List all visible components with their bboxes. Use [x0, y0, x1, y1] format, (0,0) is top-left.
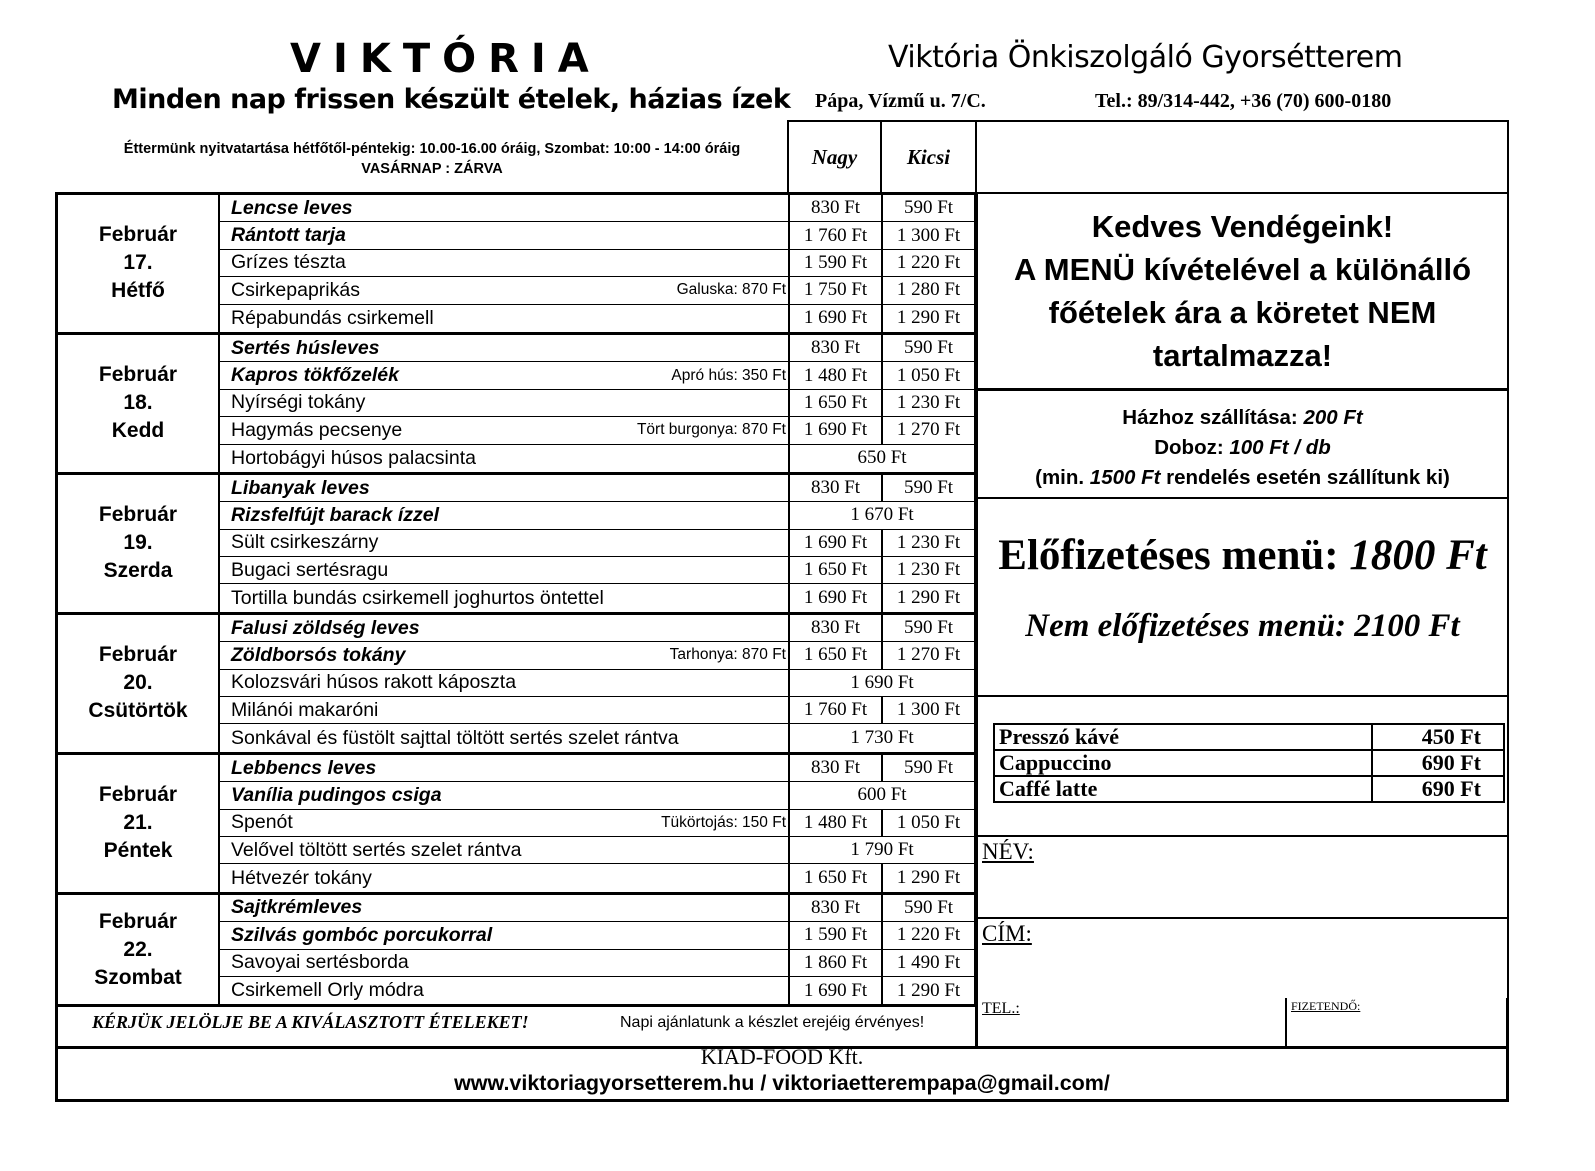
day-label: [58, 475, 220, 612]
box-label: Doboz:: [1154, 436, 1224, 459]
price-small: 1 290 Ft: [883, 584, 976, 611]
price-small: 590 Ft: [883, 615, 976, 641]
notice-line: A MENÜ kívételével a különálló: [1013, 252, 1472, 287]
delivery-label: Házhoz szállítása:: [1122, 406, 1298, 429]
price-large: 1 650 Ft: [790, 864, 883, 891]
dish-name: Tortilla bundás csirkemell joghurtos öntettel: [231, 586, 604, 609]
address-field[interactable]: [978, 919, 1507, 1007]
menu-item-row[interactable]: [220, 502, 978, 529]
dish-name: Falusi zöldség leves: [231, 616, 420, 639]
price-single: 1 790 Ft: [790, 837, 976, 863]
dish-name: Bugaci sertésragu: [231, 558, 389, 581]
dish-cell: [220, 335, 790, 361]
website-email[interactable]: www.viktoriagyorsetterem.hu / viktoriaetterempapa@gmail.com/: [454, 1071, 1110, 1095]
price-small: 1 270 Ft: [883, 642, 976, 668]
price-large: 1 650 Ft: [790, 642, 883, 668]
menu-item-row[interactable]: [220, 864, 978, 891]
price-small: 1 290 Ft: [883, 305, 976, 332]
coffee-name: Cappuccino: [994, 750, 1372, 776]
menu-item-row[interactable]: [220, 195, 978, 222]
price-small: 1 300 Ft: [883, 697, 976, 723]
dish-name: Rántott tarja: [231, 224, 346, 247]
price-small: 590 Ft: [883, 475, 976, 501]
dish-cell: [220, 724, 790, 751]
brand-title: VIKTÓRIA: [290, 36, 601, 82]
dish-cell: [220, 922, 790, 948]
dish-name: Milánói makaróni: [231, 698, 379, 721]
notice-line: főételek ára a köretet NEM: [1048, 295, 1437, 330]
dish-name: Hortobágyi húsos palacsinta: [231, 446, 476, 469]
price-large: 1 760 Ft: [790, 222, 883, 248]
price-large: 830 Ft: [790, 195, 883, 221]
day-date: 19.: [123, 531, 153, 555]
coffee-price: 690 Ft: [1372, 750, 1504, 776]
dish-cell: [220, 697, 790, 723]
price-small: 1 270 Ft: [883, 417, 976, 443]
coffee-table: [993, 723, 1505, 803]
day-block: [58, 195, 978, 335]
menu-item-row[interactable]: [220, 277, 978, 304]
price-small: 1 220 Ft: [883, 922, 976, 948]
coffee-row: [994, 724, 1504, 750]
price-small: 1 230 Ft: [883, 390, 976, 416]
day-weekday: Szombat: [94, 965, 182, 989]
day-date: 21.: [123, 811, 153, 835]
dish-cell: [220, 222, 790, 248]
day-month: Február: [98, 503, 178, 527]
price-small: 1 290 Ft: [883, 864, 976, 891]
price-large: 830 Ft: [790, 335, 883, 361]
address: Pápa, Vízmű u. 7/C.: [815, 90, 986, 112]
header-blank-cell: [975, 122, 1507, 192]
dish-cell: [220, 810, 790, 836]
weekly-menu-table: [55, 192, 978, 1007]
regular-menu-price: Nem előfizetéses menü: 2100 Ft: [1025, 608, 1460, 644]
day-date: 20.: [123, 671, 153, 695]
price-column-header: [787, 120, 1509, 192]
dish-name: Zöldborsós tokány: [231, 643, 406, 666]
day-block: [58, 615, 978, 755]
subscribed-menu-amount: 1800 Ft: [1349, 532, 1487, 579]
menu-item-row[interactable]: [220, 222, 978, 249]
notice-line: tartalmazza!: [1152, 338, 1333, 373]
dish-cell: [220, 530, 790, 556]
payable-label: FIZETENDŐ:: [1291, 999, 1361, 1013]
min-order-suffix: rendelés esetén szállítunk ki): [1166, 466, 1450, 489]
price-single: 1 670 Ft: [790, 502, 976, 528]
phone-label: TEL.:: [982, 1000, 1020, 1017]
menu-item-row[interactable]: [220, 584, 978, 611]
dish-cell: [220, 864, 790, 891]
dish-name: Rizsfelfújt barack ízzel: [231, 503, 440, 526]
dish-name: Savoyai sertésborda: [231, 951, 409, 974]
price-large: 1 650 Ft: [790, 557, 883, 583]
menu-item-row[interactable]: [220, 557, 978, 584]
menu-item-row[interactable]: [220, 530, 978, 557]
dish-name: Vanília pudingos csiga: [231, 783, 442, 806]
dish-name: Lebbencs leves: [231, 756, 377, 779]
dish-cell: [220, 782, 790, 808]
side-dish-price: Tükörtojás: 150 Ft: [661, 813, 786, 831]
price-single: 1 690 Ft: [790, 670, 976, 696]
day-weekday: Csütörtök: [88, 699, 188, 723]
price-large: 1 690 Ft: [790, 977, 883, 1004]
box-fee: 100 Ft / db: [1229, 436, 1331, 459]
price-single: 650 Ft: [790, 445, 976, 472]
price-large: 830 Ft: [790, 475, 883, 501]
dish-cell: [220, 755, 790, 781]
restaurant-name: Viktória Önkiszolgáló Gyorsétterem: [888, 40, 1403, 75]
menu-item-row[interactable]: [220, 642, 978, 669]
dish-name: Spenót: [231, 811, 293, 834]
dish-name: Kapros tökfőzelék: [231, 364, 399, 387]
day-label: [58, 335, 220, 472]
coffee-section: [978, 697, 1507, 837]
dish-cell: [220, 615, 790, 641]
side-dish-price: Galuska: 870 Ft: [676, 281, 786, 299]
info-panel: [975, 192, 1509, 1007]
price-large: 1 750 Ft: [790, 277, 883, 303]
dish-name: Libanyak leves: [231, 476, 370, 499]
dish-cell: [220, 305, 790, 332]
day-label: [58, 895, 220, 1005]
dish-name: Velővel töltött sertés szelet rántva: [231, 838, 522, 861]
dish-cell: [220, 362, 790, 388]
price-single: 1 730 Ft: [790, 724, 976, 751]
dish-cell: [220, 445, 790, 472]
menu-item-row[interactable]: [220, 335, 978, 362]
side-dish-price: Tarhonya: 870 Ft: [669, 646, 786, 664]
price-small: 1 220 Ft: [883, 250, 976, 276]
day-label: [58, 615, 220, 752]
day-date: 17.: [123, 251, 153, 275]
subscribed-menu-label: Előfizetéses menü:: [998, 532, 1339, 579]
dish-cell: [220, 390, 790, 416]
menu-item-row[interactable]: [220, 950, 978, 977]
price-small: 1 050 Ft: [883, 362, 976, 388]
price-large: 1 760 Ft: [790, 697, 883, 723]
notice-line: Kedves Vendégeink!: [1091, 209, 1394, 244]
menu-item-row[interactable]: [220, 895, 978, 922]
subscribed-menu-price: [978, 499, 1507, 580]
opening-hours: [58, 139, 806, 179]
price-large: 830 Ft: [790, 895, 883, 921]
price-large: 830 Ft: [790, 755, 883, 781]
stock-note: Napi ajánlatunk a készlet erejéig érvényes!: [620, 1014, 925, 1031]
dish-name: Kolozsvári húsos rakott káposzta: [231, 671, 517, 694]
coffee-name: Presszó kávé: [994, 724, 1372, 750]
dish-name: Nyírségi tokány: [231, 391, 366, 414]
price-small: 1 280 Ft: [883, 277, 976, 303]
address-label: CÍM:: [982, 921, 1032, 946]
opening-hours-sunday: VASÁRNAP : ZÁRVA: [361, 161, 503, 177]
price-large: 1 480 Ft: [790, 810, 883, 836]
dish-cell: [220, 837, 790, 863]
price-large: 1 690 Ft: [790, 417, 883, 443]
dish-cell: [220, 277, 790, 303]
dish-name: Sonkával és füstölt sajttal töltött sertés szelet rántva: [231, 726, 679, 749]
menu-item-row[interactable]: [220, 390, 978, 417]
dish-name: Hétvezér tokány: [231, 866, 372, 889]
price-small: 1 300 Ft: [883, 222, 976, 248]
price-small: 1 490 Ft: [883, 950, 976, 976]
day-weekday: Péntek: [103, 839, 173, 863]
delivery-fee: 200 Ft: [1303, 406, 1363, 429]
dish-cell: [220, 895, 790, 921]
set-menu-prices: [978, 499, 1507, 697]
dish-cell: [220, 195, 790, 221]
dish-cell: [220, 250, 790, 276]
delivery-info: [978, 391, 1507, 499]
dish-cell: [220, 950, 790, 976]
slogan: Minden nap frissen készült ételek, házias ízek: [112, 84, 791, 115]
dish-cell: [220, 642, 790, 668]
coffee-name: Caffé latte: [994, 776, 1372, 802]
coffee-price: 450 Ft: [1372, 724, 1504, 750]
name-field[interactable]: [978, 837, 1507, 919]
menu-item-row[interactable]: [220, 670, 978, 697]
price-large: 1 590 Ft: [790, 250, 883, 276]
menu-item-row[interactable]: [220, 922, 978, 949]
price-small: 1 230 Ft: [883, 557, 976, 583]
min-order-prefix: (min.: [1035, 466, 1085, 489]
price-small: 1 290 Ft: [883, 977, 976, 1004]
order-footer: [55, 998, 1509, 1102]
price-small: 1 050 Ft: [883, 810, 976, 836]
dish-cell: [220, 417, 790, 443]
day-weekday: Szerda: [103, 559, 173, 583]
dish-cell: [220, 584, 790, 611]
dish-name: Répabundás csirkemell: [231, 306, 434, 329]
menu-item-row[interactable]: [220, 417, 978, 444]
day-block: [58, 475, 978, 615]
dish-name: Grízes tészta: [231, 251, 346, 274]
price-large: 1 860 Ft: [790, 950, 883, 976]
menu-item-row[interactable]: [220, 837, 978, 864]
side-dish-price: Tört burgonya: 870 Ft: [636, 421, 786, 439]
dish-name: Sertés húsleves: [231, 336, 380, 359]
price-small: 590 Ft: [883, 895, 976, 921]
price-large: 1 690 Ft: [790, 530, 883, 556]
phone-field[interactable]: [975, 998, 1285, 1046]
menu-item-row[interactable]: [220, 782, 978, 809]
price-small: 590 Ft: [883, 755, 976, 781]
coffee-price: 690 Ft: [1372, 776, 1504, 802]
menu-item-row[interactable]: [220, 445, 978, 472]
day-month: Február: [98, 643, 178, 667]
dish-name: Sajtkrémleves: [231, 896, 363, 919]
guest-notice: [978, 192, 1507, 391]
menu-item-row[interactable]: [220, 475, 978, 502]
day-month: Február: [98, 909, 178, 933]
menu-item-row[interactable]: [220, 615, 978, 642]
opening-hours-weekdays: Éttermünk nyitvatartása hétfőtől-péntekig: 10.00-16.00 óráig, Szombat: 10:00 - 14:00 óráig: [123, 141, 741, 157]
menu-item-row[interactable]: [220, 755, 978, 782]
side-dish-price: Apró hús: 350 Ft: [671, 366, 786, 384]
menu-item-row[interactable]: [220, 724, 978, 751]
menu-item-row[interactable]: [220, 250, 978, 277]
price-single: 600 Ft: [790, 782, 976, 808]
day-weekday: Hétfő: [111, 279, 165, 303]
day-weekday: Kedd: [111, 419, 165, 443]
day-block: [58, 755, 978, 895]
day-block: [58, 895, 978, 1008]
dish-cell: [220, 670, 790, 696]
day-month: Február: [98, 223, 178, 247]
dish-name: Csirkepaprikás: [231, 278, 360, 301]
dish-cell: [220, 502, 790, 528]
dish-cell: [220, 557, 790, 583]
day-month: Február: [98, 783, 178, 807]
day-label: [58, 195, 220, 332]
price-large: 1 650 Ft: [790, 390, 883, 416]
coffee-row: [994, 776, 1504, 802]
coffee-row: [994, 750, 1504, 776]
dish-cell: [220, 475, 790, 501]
day-month: Február: [98, 363, 178, 387]
day-block: [58, 335, 978, 475]
price-large: 1 690 Ft: [790, 305, 883, 332]
company-name: KIAD-FOOD Kft.: [700, 1044, 864, 1069]
dish-name: Hagymás pecsenye: [231, 418, 403, 441]
day-date: 22.: [123, 937, 153, 961]
payable-field[interactable]: [1285, 998, 1506, 1046]
min-order-amount: 1500 Ft: [1089, 466, 1161, 489]
select-dishes-note: KÉRJÜK JELÖLJE BE A KIVÁLASZTOTT ÉTELEKET!: [92, 1012, 529, 1032]
price-large: 1 690 Ft: [790, 584, 883, 611]
column-header-large: Nagy: [787, 122, 880, 192]
phone: Tel.: 89/314-442, +36 (70) 600-0180: [1095, 90, 1392, 112]
dish-name: Lencse leves: [231, 196, 353, 219]
menu-item-row[interactable]: [220, 810, 978, 837]
price-large: 830 Ft: [790, 615, 883, 641]
menu-item-row[interactable]: [220, 697, 978, 724]
column-header-small: Kicsi: [880, 122, 975, 192]
day-label: [58, 755, 220, 892]
name-label: NÉV:: [982, 839, 1034, 864]
dish-name: Szilvás gombóc porcukorral: [231, 923, 493, 946]
price-small: 1 230 Ft: [883, 530, 976, 556]
menu-item-row[interactable]: [220, 305, 978, 332]
menu-item-row[interactable]: [220, 362, 978, 389]
day-date: 18.: [123, 391, 153, 415]
price-large: 1 480 Ft: [790, 362, 883, 388]
dish-name: Sült csirkeszárny: [231, 531, 379, 554]
price-large: 1 590 Ft: [790, 922, 883, 948]
price-small: 590 Ft: [883, 195, 976, 221]
price-small: 590 Ft: [883, 335, 976, 361]
dish-name: Csirkemell Orly módra: [231, 979, 424, 1002]
